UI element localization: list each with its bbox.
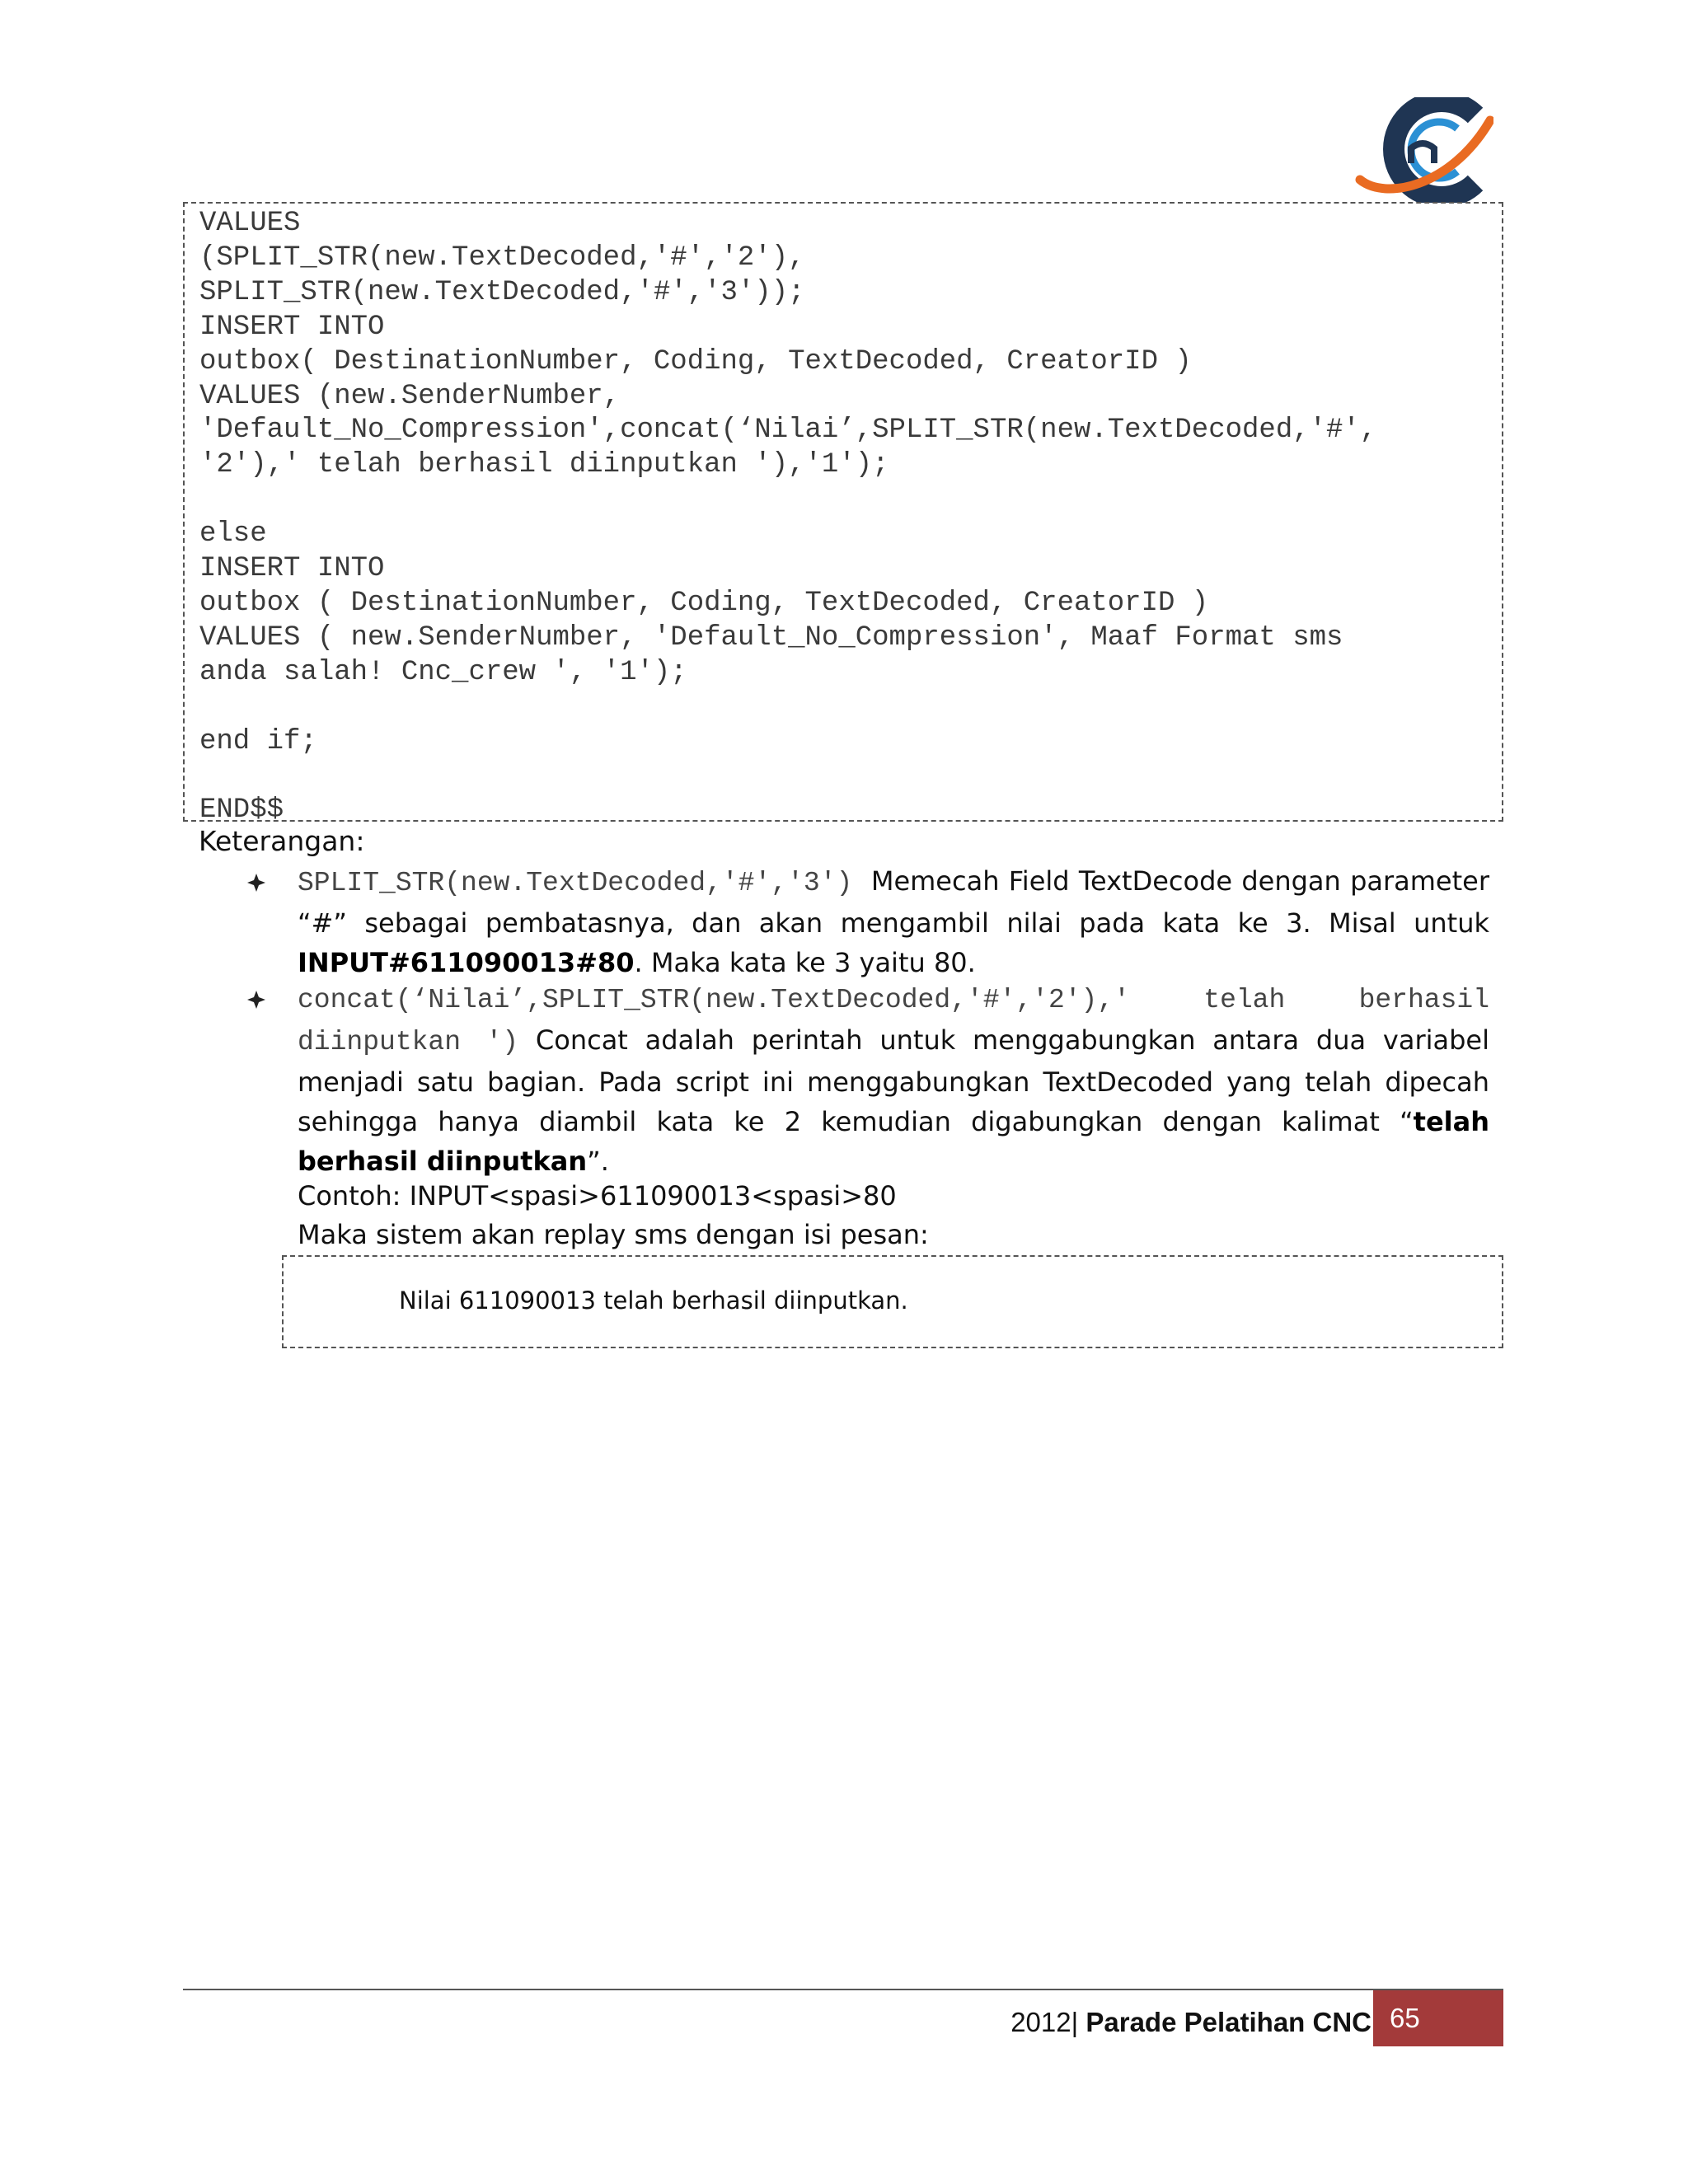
bullet-text-end: . Maka kata ke 3 yaitu 80. [634,947,976,978]
sms-message-text: Nilai 611090013 telah berhasil diinputkan. [399,1286,908,1315]
code-text: VALUES (SPLIT_STR(new.TextDecoded,'#','2'), SPLIT_STR(new.TextDecoded,'#','3')); INSERT INTO outbox( DestinationNumber, Coding, TextDecoded, CreatorID ) VALUES (new.SenderNumber, 'Default_No_Compression',concat(‘Nilai’,SPLIT_STR(new.TextDecoded,'#', '2'),' telah berhasil diinputkan '),'1'); else INSERT INTO outbox ( DestinationNumber, Coding, TextDecoded, CreatorID ) VALUES ( new.SenderNumber, 'Default_No_Compression', Maaf Format sms anda salah! Cnc_crew ', '1'); end if; END$$ [199,208,1377,827]
code-snippet: SPLIT_STR(new.TextDecoded,'#','3') [298,868,853,898]
diamond-bullet-icon [247,991,265,1009]
cnc-logo [1352,97,1493,203]
bold-example: INPUT#611090013#80 [298,947,635,978]
section-heading: Keterangan: [199,825,365,857]
footer-separator: | [1071,2007,1086,2037]
bullet-text-end: ”. [587,1146,609,1177]
reply-description: Maka sistem akan replay sms dengan isi pesan: [298,1219,929,1250]
bullet-item-concat [298,978,1489,1181]
sms-message-box [282,1255,1503,1348]
example-line: Contoh: INPUT<spasi>611090013<spasi>80 [298,1180,897,1212]
bullet-item-split-str [298,861,1489,982]
footer-title: Parade Pelatihan CNC [1085,2007,1372,2037]
code-snippet: concat(‘Nilai’,SPLIT_STR(new.TextDecoded,'#','2'),' telah berhasil diinputkan ') [298,985,1489,1057]
footer-text [1010,1998,1372,2047]
footer-year: 2012 [1010,2007,1071,2037]
bullet-text: Concat adalah perintah untuk menggabungkan antara dua variabel menjadi satu bagian. Pada script ini menggabungkan TextDecoded yang telah dipecah sehingga hanya diambil kata ke 2 kemudian digabungkan dengan kalimat “ [298,1024,1490,1137]
diamond-bullet-icon [247,874,265,892]
footer-divider [183,1989,1503,1990]
page-number: 65 [1373,1990,1503,2046]
bullet-text: Memecah Field TextDecode dengan parameter “#” sebagai pembatasnya, dan akan mengambil nilai pada kata ke 3. Misal untuk [298,865,1489,939]
code-block [183,202,1503,827]
bold-phrase: telah berhasil diinputkan [298,1106,1489,1177]
